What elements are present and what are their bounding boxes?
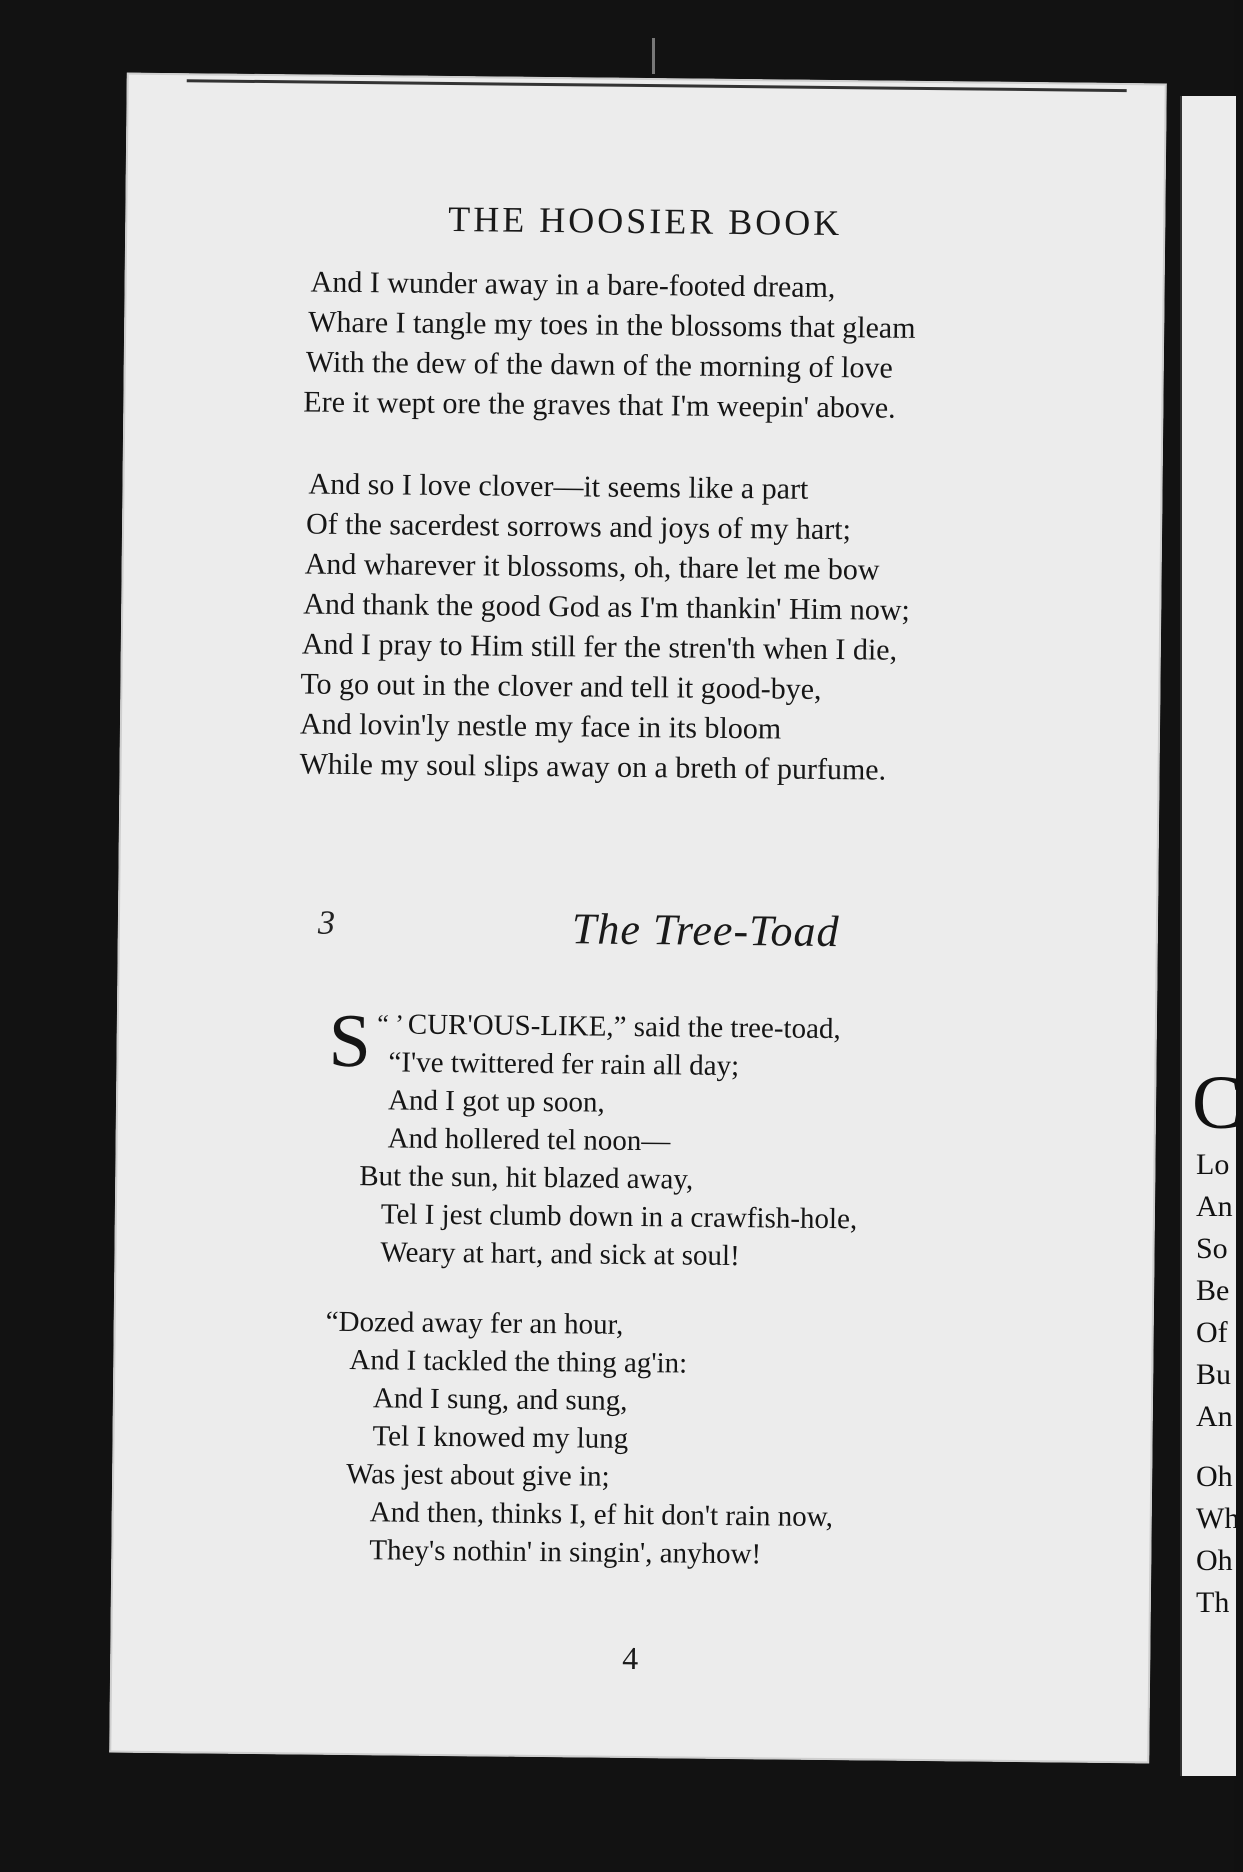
- verse-line: Whare I tangle my toes in the blossoms that gleam: [308, 305, 916, 345]
- verse-line: And so I love clover—it seems like a part: [308, 467, 809, 506]
- verse-line: Weary at hart, and sick at soul!: [380, 1236, 740, 1273]
- verse-line: And I wunder away in a bare-footed dream,: [310, 265, 836, 305]
- verse-line: With the dew of the dawn of the morning of love: [305, 345, 893, 385]
- facing-page-fragment: Lo: [1196, 1148, 1230, 1181]
- verse-line: And lovin'ly nestle my face in its bloom: [299, 707, 782, 746]
- running-head: THE HOOSIER BOOK: [448, 198, 843, 244]
- facing-page-fragment: So: [1196, 1232, 1228, 1265]
- verse-line: CUR'OUS-LIKE,” said the tree-toad,: [407, 1008, 841, 1046]
- verse-line: And hollered tel noon—: [387, 1122, 671, 1158]
- verse-line: And thank the good God as I'm thankin' Him now;: [303, 587, 910, 627]
- verse-line: Of the sacerdest sorrows and joys of my hart;: [305, 507, 852, 547]
- page-top-rule: [187, 79, 1127, 92]
- opening-quote: “ ’: [377, 1009, 405, 1039]
- verse-line: While my soul slips away on a breth of purfume.: [299, 747, 887, 787]
- poem-title: The Tree-Toad: [571, 904, 840, 957]
- facing-page-fragment: Bu: [1196, 1358, 1232, 1391]
- verse-line: They's nothin' in singin', anyhow!: [369, 1534, 762, 1571]
- verse-line: And I sung, and sung,: [372, 1382, 628, 1417]
- verse-line: And I tackled the thing ag'in:: [349, 1344, 688, 1380]
- verse-line: And I pray to Him still fer the stren'th when I die,: [301, 627, 898, 667]
- facing-page-fragment: Oh: [1196, 1544, 1233, 1577]
- verse-line: Ere it wept ore the graves that I'm weepin' above.: [303, 385, 896, 425]
- facing-page-fragment: Oh: [1196, 1460, 1233, 1493]
- verse-line: And then, thinks I, ef hit don't rain now,: [369, 1496, 834, 1534]
- verse-line: Was jest about give in;: [345, 1457, 610, 1493]
- verse-line: But the sun, hit blazed away,: [359, 1160, 694, 1196]
- verse-line: “I've twittered fer rain all day;: [388, 1046, 740, 1083]
- spine-mark: [652, 38, 655, 74]
- tree-toad-stanza-1: [326, 998, 859, 1277]
- poem-stanza-2: [299, 464, 911, 790]
- verse-line: Tel I jest clumb down in a crawfish-hole,: [380, 1198, 858, 1236]
- verse-line: And I got up soon,: [387, 1084, 605, 1119]
- poem-number: 3: [317, 904, 336, 942]
- verse-line: And wharever it blossoms, oh, thare let me bow: [304, 547, 880, 587]
- facing-page-fragment: Be: [1196, 1274, 1230, 1307]
- facing-page-drop-cap: C: [1192, 1061, 1243, 1145]
- book-page: [109, 73, 1167, 1764]
- facing-page-fragment: An: [1196, 1190, 1233, 1223]
- facing-page-fragment: An: [1196, 1400, 1233, 1433]
- tree-toad-stanza-2: [323, 1303, 835, 1574]
- verse-line: “Dozed away fer an hour,: [325, 1305, 624, 1341]
- verse-line: Tel I knowed my lung: [372, 1420, 629, 1455]
- verse-line: To go out in the clover and tell it good-bye,: [300, 667, 822, 706]
- facing-page-fragment: Of: [1196, 1316, 1228, 1349]
- poem-stanza-1: [303, 262, 916, 428]
- facing-page-fragment: Wh: [1196, 1502, 1240, 1535]
- page-number: 4: [622, 1639, 639, 1677]
- facing-page-fragment: Th: [1196, 1586, 1230, 1619]
- drop-cap: S: [328, 998, 372, 1084]
